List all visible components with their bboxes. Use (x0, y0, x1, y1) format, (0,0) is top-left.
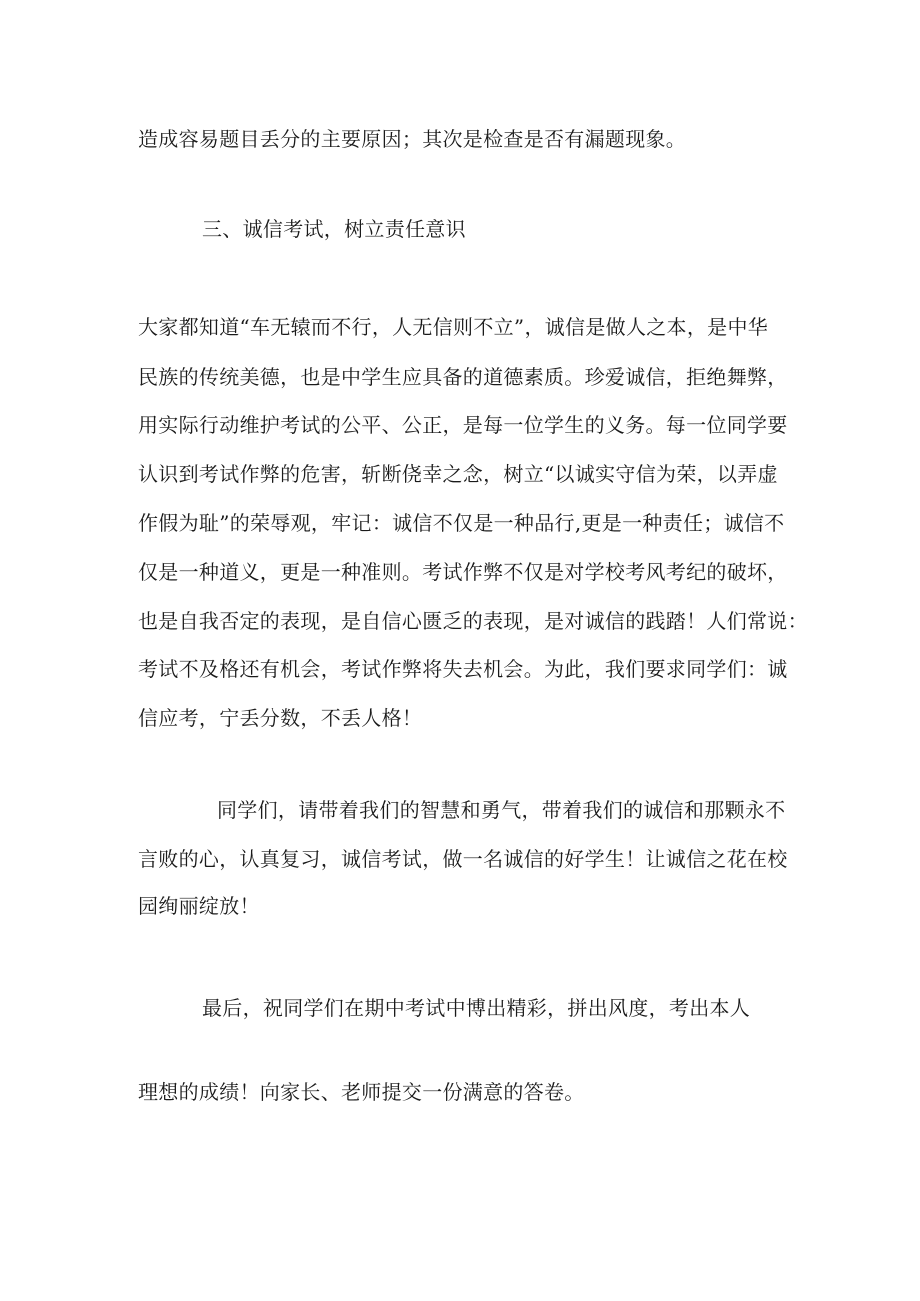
paragraph-line: 用实际行动维护考试的公平、公正，是每一位学生的义务。每一位同学要 (138, 413, 788, 437)
section-heading: 三、诚信考试，树立责任意识 (202, 217, 466, 241)
paragraph-line: 民族的传统美德，也是中学生应具备的道德素质。珍爱诚信，拒绝舞弊， (138, 365, 788, 389)
paragraph-line: 考试不及格还有机会，考试作弊将失去机会。为此，我们要求同学们：诚 (138, 657, 788, 681)
paragraph-line: 也是自我否定的表现，是自信心匮乏的表现，是对诚信的践踏！人们常说： (138, 609, 808, 633)
paragraph-line: 园绚丽绽放！ (138, 894, 260, 918)
paragraph-line: 同学们，请带着我们的智慧和勇气，带着我们的诚信和那颗永不 (217, 798, 786, 822)
paragraph-line: 言败的心，认真复习，诚信考试，做一名诚信的好学生！让诚信之花在校 (138, 847, 788, 871)
intro-line: 造成容易题目丢分的主要原因；其次是检查是否有漏题现象。 (138, 127, 687, 151)
paragraph-line: 理想的成绩！向家长、老师提交一份满意的答卷。 (138, 1080, 585, 1104)
paragraph-line: 仅是一种道义，更是一种准则。考试作弊不仅是对学校考风考纪的破坏， (138, 560, 788, 584)
paragraph-line: 信应考，宁丢分数，不丢人格！ (138, 706, 423, 730)
paragraph-line: 认识到考试作弊的危害，斩断侥幸之念，树立“以诚实守信为荣，以弄虚 (138, 462, 778, 486)
paragraph-line: 大家都知道“车无辕而不行，人无信则不立”，诚信是做人之本，是中华 (138, 315, 769, 339)
paragraph-line: 作假为耻”的荣辱观，牢记：诚信不仅是一种品行,更是一种责任；诚信不 (138, 511, 785, 535)
paragraph-line: 最后，祝同学们在期中考试中博出精彩，拼出风度，考出本人 (202, 996, 751, 1020)
